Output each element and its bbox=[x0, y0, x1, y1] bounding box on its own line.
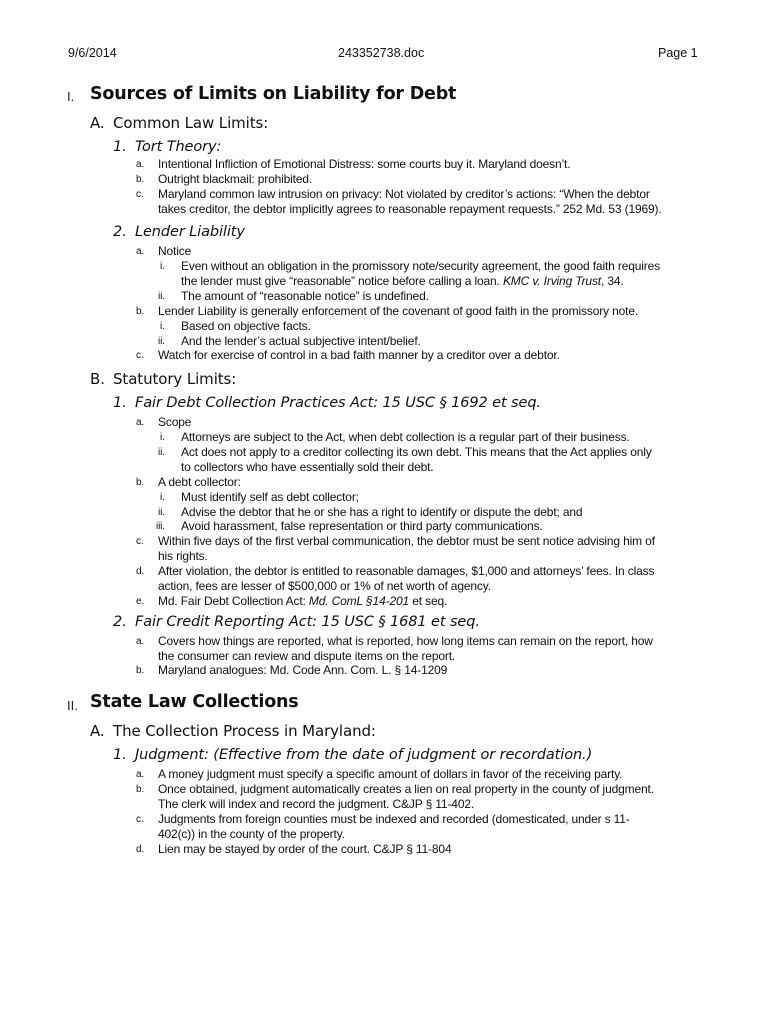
case-citation: KMC v. Irving Trust bbox=[502, 274, 601, 288]
list-item: Md. Fair Debt Collection Act: Md. ComL §14-201 et seq. bbox=[158, 594, 448, 608]
list-item: And the lender’s actual subjective intent/belief. bbox=[181, 334, 421, 348]
list-item: Intentional Infliction of Emotional Distress: some courts buy it. Maryland doesn’t. bbox=[158, 157, 571, 171]
list-item: Covers how things are reported, what is reported, how long items can remain on the report, how bbox=[158, 634, 653, 648]
section-1-number: I. bbox=[67, 89, 75, 104]
fcra-title: Fair Credit Reporting Act: 15 USC § 1681 et seq. bbox=[135, 614, 480, 630]
list-item: Lender Liability is generally enforcement of the covenant of good faith in the promissory note. bbox=[158, 304, 639, 318]
tort-theory-number: 1. bbox=[113, 139, 127, 155]
list-marker: ii. bbox=[158, 447, 165, 458]
list-item: Maryland common law intrusion on privacy: Not violated by creditor’s actions: “When the debtor bbox=[158, 187, 650, 201]
fdcpa-title: Fair Debt Collection Practices Act: 15 USC § 1692 et seq. bbox=[135, 395, 541, 411]
list-item: Act does not apply to a creditor collecting its own debt. This means that the Act applies only bbox=[181, 445, 652, 459]
list-item: Outright blackmail: prohibited. bbox=[158, 172, 313, 186]
header-page-number: Page 1 bbox=[658, 46, 698, 60]
list-marker: i. bbox=[160, 321, 165, 332]
section-1a-title: Common Law Limits: bbox=[113, 114, 269, 132]
list-marker: c. bbox=[136, 536, 144, 547]
fcra-number: 2. bbox=[113, 614, 127, 630]
list-item-continuation: the lender must give “reasonable” notice before calling a loan. KMC v. Irving Trust, 34. bbox=[181, 274, 624, 288]
list-marker: c. bbox=[136, 814, 144, 825]
list-item: Within five days of the first verbal communication, the debtor must be sent notice advising him of bbox=[158, 534, 655, 548]
list-marker: c. bbox=[136, 189, 144, 200]
list-marker: ii. bbox=[158, 336, 165, 347]
list-marker: i. bbox=[160, 432, 165, 443]
list-marker: b. bbox=[136, 784, 145, 795]
list-item: Lien may be stayed by order of the court. C&JP § 11-804 bbox=[158, 842, 452, 856]
list-item: Once obtained, judgment automatically creates a lien on real property in the county of judgment. bbox=[158, 782, 654, 796]
list-item-continuation: action, fees are lesser of $500,000 or 1% of net worth of agency. bbox=[158, 579, 491, 593]
header-date: 9/6/2014 bbox=[68, 46, 117, 60]
list-item: Must identify self as debt collector; bbox=[181, 490, 359, 504]
section-1b-label: B. bbox=[90, 370, 105, 388]
list-item: Maryland analogues: Md. Code Ann. Com. L. § 14-1209 bbox=[158, 663, 448, 677]
header-filename: 243352738.doc bbox=[338, 46, 425, 60]
list-marker: b. bbox=[136, 477, 145, 488]
list-marker: d. bbox=[136, 566, 145, 577]
list-marker: i. bbox=[160, 261, 165, 272]
list-item: Notice bbox=[158, 244, 192, 258]
list-item: Based on objective facts. bbox=[181, 319, 311, 333]
section-1a-label: A. bbox=[90, 114, 105, 132]
lender-liability-title: Lender Liability bbox=[135, 224, 245, 240]
list-item: Avoid harassment, false representation or third party communications. bbox=[181, 519, 543, 533]
list-marker: a. bbox=[136, 159, 145, 170]
list-item-continuation: the consumer can review and dispute items on the report. bbox=[158, 649, 456, 663]
list-marker: a. bbox=[136, 417, 145, 428]
list-item-continuation: takes creditor, the debtor implicitly agrees to reasonable repayment requests.” 252 Md. 53 (1969). bbox=[158, 202, 662, 216]
list-marker: b. bbox=[136, 174, 145, 185]
list-marker: c. bbox=[136, 350, 144, 361]
list-marker: a. bbox=[136, 769, 145, 780]
list-marker: ii. bbox=[158, 291, 165, 302]
list-item: Watch for exercise of control in a bad faith manner by a creditor over a debtor. bbox=[158, 348, 560, 362]
judgment-number: 1. bbox=[113, 747, 127, 763]
section-2a-label: A. bbox=[90, 722, 105, 740]
list-item: A debt collector: bbox=[158, 475, 241, 489]
list-item: Even without an obligation in the promissory note/security agreement, the good faith requires bbox=[181, 259, 660, 273]
list-item-continuation: The clerk will index and record the judgment. C&JP § 11-402. bbox=[158, 797, 475, 811]
list-item-continuation: to collectors who have essentially sold their debt. bbox=[181, 460, 434, 474]
list-item: A money judgment must specify a specific amount of dollars in favor of the receiving party. bbox=[158, 767, 623, 781]
list-marker: i. bbox=[160, 492, 165, 503]
tort-theory-title: Tort Theory: bbox=[135, 139, 222, 155]
list-marker: ii. bbox=[158, 507, 165, 518]
list-item: Judgments from foreign counties must be indexed and recorded (domesticated, under s 11- bbox=[158, 812, 630, 826]
section-1b-title: Statutory Limits: bbox=[113, 370, 237, 388]
list-marker: e. bbox=[136, 596, 145, 607]
section-2-number: II. bbox=[67, 698, 78, 713]
list-item: Attorneys are subject to the Act, when debt collection is a regular part of their business. bbox=[181, 430, 630, 444]
lender-liability-number: 2. bbox=[113, 224, 127, 240]
list-marker: d. bbox=[136, 844, 145, 855]
list-marker: a. bbox=[136, 636, 145, 647]
list-item: After violation, the debtor is entitled to reasonable damages, $1,000 and attorneys’ fees. In class bbox=[158, 564, 655, 578]
section-1-title: Sources of Limits on Liability for Debt bbox=[90, 84, 457, 104]
list-marker: iii. bbox=[156, 521, 165, 532]
list-item: Advise the debtor that he or she has a right to identify or dispute the debt; and bbox=[181, 505, 583, 519]
section-2a-title: The Collection Process in Maryland: bbox=[113, 722, 376, 740]
list-item: Scope bbox=[158, 415, 192, 429]
list-item-continuation: 402(c)) in the county of the property. bbox=[158, 827, 345, 841]
list-marker: b. bbox=[136, 306, 145, 317]
section-2-title: State Law Collections bbox=[90, 692, 299, 712]
list-item: The amount of “reasonable notice” is undefined. bbox=[181, 289, 429, 303]
judgment-title: Judgment: (Effective from the date of judgment or recordation.) bbox=[135, 747, 593, 763]
statute-citation: Md. ComL §14-201 bbox=[308, 594, 410, 608]
list-marker: b. bbox=[136, 665, 145, 676]
fdcpa-number: 1. bbox=[113, 395, 127, 411]
list-item-continuation: his rights. bbox=[158, 549, 208, 563]
list-marker: a. bbox=[136, 246, 145, 257]
